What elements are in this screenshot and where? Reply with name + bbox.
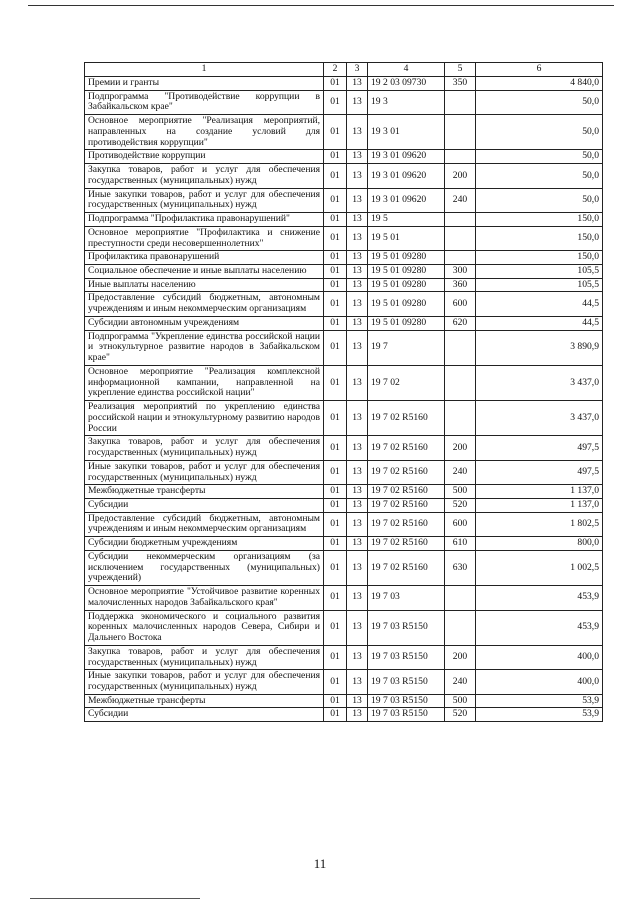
header-col-6: 6 <box>476 63 603 77</box>
row-subsection: 13 <box>347 537 368 551</box>
row-amount: 105,5 <box>476 265 603 279</box>
row-expense-type <box>445 586 476 610</box>
row-target-code: 19 7 03 R5150 <box>368 670 445 694</box>
row-name: Социальное обеспечение и иные выплаты населению <box>85 265 324 279</box>
row-subsection: 13 <box>347 330 368 365</box>
row-subsection: 13 <box>347 188 368 212</box>
row-amount: 1 137,0 <box>476 498 603 512</box>
table-row <box>85 537 603 551</box>
row-name: Основное мероприятие "Реализация комплексной информационной кампании, направленной на укрепление единства российской нации" <box>85 365 324 400</box>
row-section: 01 <box>324 436 347 460</box>
row-section: 01 <box>324 77 347 91</box>
table-row <box>85 498 603 512</box>
table-row <box>85 708 603 722</box>
row-amount: 150,0 <box>476 213 603 227</box>
row-subsection: 13 <box>347 401 368 436</box>
row-name: Закупка товаров, работ и услуг для обеспечения государственных (муниципальных) нужд <box>85 645 324 669</box>
header-col-2: 2 <box>324 63 347 77</box>
row-name: Премии и гранты <box>85 77 324 91</box>
row-expense-type <box>445 90 476 114</box>
row-section: 01 <box>324 708 347 722</box>
row-section: 01 <box>324 694 347 708</box>
row-amount: 497,5 <box>476 436 603 460</box>
row-target-code: 19 7 02 R5160 <box>368 485 445 499</box>
row-section: 01 <box>324 265 347 279</box>
row-amount: 3 437,0 <box>476 365 603 400</box>
row-target-code: 19 7 02 R5160 <box>368 401 445 436</box>
row-name: Иные закупки товаров, работ и услуг для обеспечения государственных (муниципальных) нужд <box>85 188 324 212</box>
row-subsection: 13 <box>347 226 368 250</box>
table-row <box>85 645 603 669</box>
row-section: 01 <box>324 164 347 188</box>
row-expense-type <box>445 330 476 365</box>
table-row <box>85 436 603 460</box>
row-amount: 150,0 <box>476 226 603 250</box>
row-amount: 53,9 <box>476 708 603 722</box>
row-amount: 3 437,0 <box>476 401 603 436</box>
row-target-code: 19 5 <box>368 213 445 227</box>
row-amount: 50,0 <box>476 90 603 114</box>
table-row <box>85 401 603 436</box>
row-expense-type <box>445 150 476 164</box>
row-section: 01 <box>324 188 347 212</box>
row-section: 01 <box>324 512 347 536</box>
row-name: Субсидии <box>85 498 324 512</box>
row-expense-type <box>445 610 476 645</box>
row-name: Подпрограмма "Противодействие коррупции в Забайкальском крае" <box>85 90 324 114</box>
row-amount: 105,5 <box>476 278 603 292</box>
row-subsection: 13 <box>347 251 368 265</box>
table-body <box>85 77 603 722</box>
row-amount: 44,5 <box>476 292 603 316</box>
row-subsection: 13 <box>347 115 368 150</box>
row-name: Субсидии некоммерческим организациям (за исключением государственных (муниципальных) учреждений) <box>85 550 324 585</box>
row-expense-type: 200 <box>445 164 476 188</box>
row-section: 01 <box>324 460 347 484</box>
row-amount: 50,0 <box>476 115 603 150</box>
row-section: 01 <box>324 550 347 585</box>
page-number: 11 <box>313 856 327 871</box>
row-name: Основное мероприятие "Профилактика и снижение преступности среди несовершеннолетних" <box>85 226 324 250</box>
row-section: 01 <box>324 498 347 512</box>
row-expense-type: 630 <box>445 550 476 585</box>
row-expense-type: 520 <box>445 708 476 722</box>
row-expense-type: 200 <box>445 645 476 669</box>
row-expense-type <box>445 401 476 436</box>
table-row <box>85 90 603 114</box>
row-section: 01 <box>324 330 347 365</box>
row-target-code: 19 3 01 09620 <box>368 164 445 188</box>
table-header <box>85 63 603 77</box>
row-target-code: 19 7 02 R5160 <box>368 512 445 536</box>
row-target-code: 19 5 01 09280 <box>368 265 445 279</box>
row-subsection: 13 <box>347 512 368 536</box>
row-amount: 50,0 <box>476 150 603 164</box>
row-name: Иные выплаты населению <box>85 278 324 292</box>
row-section: 01 <box>324 226 347 250</box>
table-row <box>85 550 603 585</box>
row-subsection: 13 <box>347 645 368 669</box>
header-col-4: 4 <box>368 63 445 77</box>
table-row <box>85 316 603 330</box>
row-section: 01 <box>324 537 347 551</box>
table-row <box>85 115 603 150</box>
row-expense-type: 240 <box>445 670 476 694</box>
row-expense-type <box>445 365 476 400</box>
row-subsection: 13 <box>347 708 368 722</box>
row-amount: 50,0 <box>476 164 603 188</box>
row-section: 01 <box>324 90 347 114</box>
row-target-code: 19 7 02 R5160 <box>368 436 445 460</box>
row-target-code: 19 7 02 R5160 <box>368 460 445 484</box>
row-subsection: 13 <box>347 460 368 484</box>
table-row <box>85 278 603 292</box>
row-target-code: 19 5 01 09280 <box>368 278 445 292</box>
row-target-code: 19 7 <box>368 330 445 365</box>
row-expense-type: 300 <box>445 265 476 279</box>
row-section: 01 <box>324 292 347 316</box>
table-row <box>85 485 603 499</box>
row-section: 01 <box>324 316 347 330</box>
row-section: 01 <box>324 115 347 150</box>
table-row <box>85 265 603 279</box>
table-row <box>85 670 603 694</box>
row-subsection: 13 <box>347 278 368 292</box>
row-section: 01 <box>324 401 347 436</box>
row-section: 01 <box>324 251 347 265</box>
row-target-code: 19 2 03 09730 <box>368 77 445 91</box>
row-subsection: 13 <box>347 485 368 499</box>
row-target-code: 19 7 03 R5150 <box>368 708 445 722</box>
row-subsection: 13 <box>347 694 368 708</box>
row-name: Субсидии <box>85 708 324 722</box>
row-amount: 400,0 <box>476 645 603 669</box>
row-amount: 453,9 <box>476 610 603 645</box>
table-row <box>85 694 603 708</box>
footnote-rule <box>30 898 200 899</box>
row-target-code: 19 7 03 <box>368 586 445 610</box>
row-name: Межбюджетные трансферты <box>85 485 324 499</box>
row-subsection: 13 <box>347 610 368 645</box>
row-name: Подпрограмма "Укрепление единства российской нации и этнокультурное развитие народов в Забайкальском крае" <box>85 330 324 365</box>
row-section: 01 <box>324 485 347 499</box>
row-subsection: 13 <box>347 316 368 330</box>
row-target-code: 19 7 02 R5160 <box>368 498 445 512</box>
row-target-code: 19 7 02 R5160 <box>368 537 445 551</box>
header-col-1: 1 <box>85 63 324 77</box>
row-subsection: 13 <box>347 550 368 585</box>
row-name: Иные закупки товаров, работ и услуг для обеспечения государственных (муниципальных) нужд <box>85 460 324 484</box>
row-target-code: 19 7 02 <box>368 365 445 400</box>
row-amount: 4 840,0 <box>476 77 603 91</box>
row-target-code: 19 3 01 <box>368 115 445 150</box>
table-row <box>85 586 603 610</box>
row-name: Реализация мероприятий по укреплению единства российской нации и этнокультурному развитию народов России <box>85 401 324 436</box>
row-amount: 800,0 <box>476 537 603 551</box>
row-name: Предоставление субсидий бюджетным, автономным учреждениям и иным некоммерческим организациям <box>85 292 324 316</box>
row-subsection: 13 <box>347 365 368 400</box>
table-row <box>85 251 603 265</box>
table-row <box>85 188 603 212</box>
table-row <box>85 330 603 365</box>
table-row <box>85 213 603 227</box>
row-expense-type: 240 <box>445 460 476 484</box>
table-row <box>85 226 603 250</box>
row-expense-type: 200 <box>445 436 476 460</box>
row-expense-type <box>445 251 476 265</box>
row-section: 01 <box>324 150 347 164</box>
row-amount: 497,5 <box>476 460 603 484</box>
row-name: Поддержка экономического и социального развития коренных малочисленных народов Севера, Сибири и Дальнего Востока <box>85 610 324 645</box>
row-amount: 50,0 <box>476 188 603 212</box>
row-section: 01 <box>324 586 347 610</box>
row-name: Закупка товаров, работ и услуг для обеспечения государственных (муниципальных) нужд <box>85 436 324 460</box>
row-name: Противодействие коррупции <box>85 150 324 164</box>
row-name: Подпрограмма "Профилактика правонарушений" <box>85 213 324 227</box>
row-subsection: 13 <box>347 436 368 460</box>
row-target-code: 19 5 01 <box>368 226 445 250</box>
row-section: 01 <box>324 645 347 669</box>
row-subsection: 13 <box>347 498 368 512</box>
table-row <box>85 365 603 400</box>
row-section: 01 <box>324 213 347 227</box>
row-target-code: 19 3 <box>368 90 445 114</box>
header-row <box>85 63 603 77</box>
row-subsection: 13 <box>347 150 368 164</box>
row-amount: 3 890,9 <box>476 330 603 365</box>
table-row <box>85 460 603 484</box>
table-row <box>85 150 603 164</box>
row-amount: 1 137,0 <box>476 485 603 499</box>
row-subsection: 13 <box>347 670 368 694</box>
row-target-code: 19 7 03 R5150 <box>368 645 445 669</box>
row-target-code: 19 5 01 09280 <box>368 316 445 330</box>
row-amount: 44,5 <box>476 316 603 330</box>
row-section: 01 <box>324 365 347 400</box>
row-target-code: 19 5 01 09280 <box>368 251 445 265</box>
row-expense-type: 500 <box>445 485 476 499</box>
budget-table <box>84 62 603 722</box>
row-amount: 400,0 <box>476 670 603 694</box>
row-amount: 453,9 <box>476 586 603 610</box>
row-name: Закупка товаров, работ и услуг для обеспечения государственных (муниципальных) нужд <box>85 164 324 188</box>
table-row <box>85 292 603 316</box>
row-target-code: 19 3 01 09620 <box>368 188 445 212</box>
row-amount: 150,0 <box>476 251 603 265</box>
row-amount: 1 002,5 <box>476 550 603 585</box>
row-expense-type: 620 <box>445 316 476 330</box>
row-name: Основное мероприятие "Реализация мероприятий, направленных на создание условий для противодействия коррупции" <box>85 115 324 150</box>
table-row <box>85 512 603 536</box>
row-target-code: 19 3 01 09620 <box>368 150 445 164</box>
row-expense-type: 520 <box>445 498 476 512</box>
row-section: 01 <box>324 670 347 694</box>
row-name: Предоставление субсидий бюджетным, автономным учреждениям и иным некоммерческим организациям <box>85 512 324 536</box>
row-amount: 53,9 <box>476 694 603 708</box>
row-target-code: 19 7 03 R5150 <box>368 694 445 708</box>
table-row <box>85 77 603 91</box>
top-rule <box>28 5 614 6</box>
row-name: Межбюджетные трансферты <box>85 694 324 708</box>
row-name: Субсидии автономным учреждениям <box>85 316 324 330</box>
header-col-5: 5 <box>445 63 476 77</box>
row-target-code: 19 7 03 R5150 <box>368 610 445 645</box>
row-expense-type: 500 <box>445 694 476 708</box>
row-name: Основное мероприятие "Устойчивое развитие коренных малочисленных народов Забайкальского края" <box>85 586 324 610</box>
row-expense-type <box>445 213 476 227</box>
row-section: 01 <box>324 278 347 292</box>
row-section: 01 <box>324 610 347 645</box>
table-row <box>85 610 603 645</box>
row-name: Профилактика правонарушений <box>85 251 324 265</box>
header-col-3: 3 <box>347 63 368 77</box>
row-name: Субсидии бюджетным учреждениям <box>85 537 324 551</box>
row-target-code: 19 5 01 09280 <box>368 292 445 316</box>
row-subsection: 13 <box>347 265 368 279</box>
row-expense-type: 600 <box>445 512 476 536</box>
row-expense-type: 240 <box>445 188 476 212</box>
row-target-code: 19 7 02 R5160 <box>368 550 445 585</box>
row-name: Иные закупки товаров, работ и услуг для обеспечения государственных (муниципальных) нужд <box>85 670 324 694</box>
row-subsection: 13 <box>347 292 368 316</box>
row-expense-type: 360 <box>445 278 476 292</box>
row-expense-type: 600 <box>445 292 476 316</box>
row-expense-type <box>445 115 476 150</box>
row-expense-type: 350 <box>445 77 476 91</box>
row-subsection: 13 <box>347 77 368 91</box>
table-row <box>85 164 603 188</box>
row-amount: 1 802,5 <box>476 512 603 536</box>
row-expense-type <box>445 226 476 250</box>
row-subsection: 13 <box>347 586 368 610</box>
row-subsection: 13 <box>347 164 368 188</box>
row-expense-type: 610 <box>445 537 476 551</box>
row-subsection: 13 <box>347 213 368 227</box>
row-subsection: 13 <box>347 90 368 114</box>
